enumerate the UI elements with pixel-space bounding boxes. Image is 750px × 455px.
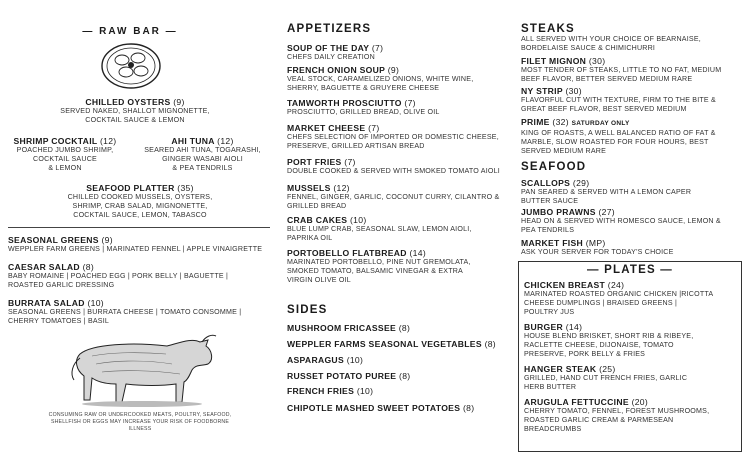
disclaimer-line: SHELLFISH OR EGGS MAY INCREASE YOUR RISK OF FOODBORNE ILLNESS — [50, 419, 230, 432]
item-price: (27) — [598, 207, 615, 217]
item-price: (14) — [565, 322, 583, 332]
item-name: SOUP OF THE DAY — [287, 43, 370, 53]
item-name: BURGER — [524, 322, 564, 332]
item-desc: COCKTAIL SAUCE & LEMON — [85, 116, 185, 124]
menu-item-filet-mignon — [521, 56, 743, 84]
item-name: MARKET CHEESE — [287, 123, 366, 133]
plates-box — [518, 261, 742, 452]
item-desc: VIRGIN OLIVE OIL — [287, 276, 351, 284]
item-desc: PROSCIUTTO, GRILLED BREAD, OLIVE OIL — [287, 108, 440, 116]
item-price: (7) — [404, 98, 416, 108]
item-price: (MP) — [585, 238, 606, 248]
item-price: (7) — [368, 123, 380, 133]
item-price: (32) — [552, 117, 569, 127]
item-price: (12) — [99, 136, 117, 146]
item-desc: SEASONAL GREENS | BURRATA CHEESE | TOMATO CONSOMME | — [8, 308, 242, 316]
item-name: FILET MIGNON — [521, 56, 587, 66]
menu-item-caesar-salad — [8, 262, 270, 290]
item-desc: PRESERVE, PORK BELLY & FRIES — [524, 350, 646, 358]
item-desc: MARBLE, SLOW ROASTED FOR FOUR HOURS, BEST — [521, 138, 709, 146]
seafood-heading: SEAFOOD — [521, 161, 587, 173]
rawbar-dash-left: — — [82, 26, 100, 37]
bull-illustration — [62, 330, 222, 410]
item-desc: SHRIMP, CRAB SALAD, MIGNONETTE, — [72, 202, 208, 210]
item-desc: ROASTED GARLIC DRESSING — [8, 281, 115, 289]
menu-item-burger — [524, 322, 738, 359]
item-name: SEAFOOD PLATTER — [86, 183, 175, 193]
item-desc: PAN SEARED & SERVED WITH A LEMON CAPER — [521, 188, 692, 196]
menu-item-arugula-fettuccine — [524, 397, 738, 434]
item-desc: CHERRY TOMATO, FENNEL, FOREST MUSHROOMS, — [524, 407, 710, 415]
item-desc: MARINATED PORTOBELLO, PINE NUT GREMOLATA, — [287, 258, 471, 266]
raw-bar-title-text: RAW BAR — [99, 26, 161, 37]
item-desc: MARINATED ROASTED ORGANIC CHICKEN |RICOTTA — [524, 290, 714, 298]
item-name: SEASONAL GREENS — [8, 235, 99, 245]
menu-item-seafood-platter — [55, 183, 225, 220]
oyster-platter-icon — [100, 38, 162, 90]
menu-item-french-onion-soup — [287, 65, 512, 93]
item-price: (10) — [87, 298, 104, 308]
menu-item-french-fries — [287, 386, 512, 396]
menu-item-chicken-breast — [524, 280, 738, 317]
item-desc: MOST TENDER OF STEAKS, LITTLE TO NO FAT, MEDIUM — [521, 66, 722, 74]
item-price: (12) — [217, 136, 234, 146]
menu-item-scallops — [521, 178, 743, 206]
item-price: (10) — [356, 386, 374, 396]
item-price: (8) — [462, 403, 475, 413]
item-name: SHRIMP COCKTAIL — [13, 136, 98, 146]
item-price: (24) — [607, 280, 625, 290]
item-desc: CHEFS SELECTION OF IMPORTED OR DOMESTIC CHEESE, — [287, 133, 499, 141]
item-name: PORT FRIES — [287, 157, 342, 167]
item-name: MUSSELS — [287, 183, 331, 193]
appetizers-heading: APPETIZERS — [287, 23, 372, 35]
item-price: (9) — [173, 97, 185, 107]
item-name: BURRATA SALAD — [8, 298, 85, 308]
item-desc: POACHED JUMBO SHRIMP, — [16, 146, 114, 154]
item-name: RUSSET POTATO PUREE — [287, 371, 397, 381]
item-name: AHI TUNA — [171, 136, 215, 146]
raw-bar-title — [60, 26, 200, 37]
plates-dash-left: — — [587, 264, 605, 276]
menu-item-ny-strip — [521, 86, 743, 114]
item-desc: PRESERVE, GRILLED ARTISAN BREAD — [287, 142, 425, 150]
menu-item-chipotle-sweet-potatoes — [287, 403, 512, 413]
item-price: (14) — [409, 248, 426, 258]
item-price: (8) — [484, 339, 496, 349]
item-name: PORTOBELLO FLATBREAD — [287, 248, 407, 258]
item-price: (20) — [631, 397, 649, 407]
item-desc: ROASTED GARLIC CREAM & PARMESEAN — [524, 416, 674, 424]
item-desc: POULTRY JUS — [524, 308, 575, 316]
item-price: (8) — [82, 262, 94, 272]
item-price: (7) — [344, 157, 356, 167]
item-name: WEPPLER FARMS SEASONAL VEGETABLES — [287, 339, 482, 349]
menu-item-russet-potato-puree — [287, 371, 512, 381]
item-desc: RACLETTE CHEESE, DIJONAISE, TOMATO — [524, 341, 674, 349]
item-desc: ASK YOUR SERVER FOR TODAY'S CHOICE — [521, 248, 674, 256]
item-price: (12) — [333, 183, 350, 193]
item-price: (25) — [599, 364, 616, 374]
item-desc: SEARED AHI TUNA, TOGARASHI, — [144, 146, 261, 154]
menu-item-mussels — [287, 183, 512, 211]
item-desc: SMOKED TOMATO, BALSAMIC VINEGAR & EXTRA — [287, 267, 463, 275]
item-desc: HOUSE BLEND BRISKET, SHORT RIB & RIBEYE, — [524, 332, 694, 340]
raw-bar-logo — [100, 38, 162, 90]
item-desc: WEPPLER FARM GREENS | MARINATED FENNEL | APPLE VINAIGRETTE — [8, 245, 263, 253]
item-desc: & LEMON — [48, 164, 82, 172]
item-name: TAMWORTH PROSCIUTTO — [287, 98, 402, 108]
item-desc: CHERRY TOMATOES | BASIL — [8, 317, 110, 325]
item-name: HANGER STEAK — [524, 364, 597, 374]
menu-item-port-fries — [287, 157, 512, 176]
item-price: (30) — [588, 56, 606, 66]
item-name: ARUGULA FETTUCCINE — [524, 397, 629, 407]
item-desc: HERB BUTTER — [524, 383, 577, 391]
item-price: (29) — [572, 178, 590, 188]
item-desc: VEAL STOCK, CARAMELIZED ONIONS, WHITE WINE, — [287, 75, 474, 83]
item-desc: FLAVORFUL CUT WITH TEXTURE, FIRM TO THE BITE & — [521, 96, 716, 104]
item-name: CRAB CAKES — [287, 215, 348, 225]
steaks-intro — [521, 35, 743, 53]
menu-item-soup-of-the-day — [287, 43, 512, 62]
menu-item-tamworth-prosciutto — [287, 98, 512, 117]
item-desc: SERVED NAKED, SHALLOT MIGNONETTE, — [60, 107, 210, 115]
menu-item-chilled-oysters — [60, 97, 210, 125]
item-desc: CHEFS DAILY CREATION — [287, 53, 375, 61]
item-desc: CHILLED COOKED MUSSELS, OYSTERS, — [67, 193, 213, 201]
item-name: JUMBO PRAWNS — [521, 207, 596, 217]
item-desc: GRILLED BREAD — [287, 202, 347, 210]
item-desc: BABY ROMAINE | POACHED EGG | PORK BELLY | BAGUETTE | — [8, 272, 228, 280]
item-name: ASPARAGUS — [287, 355, 344, 365]
bull-icon — [62, 330, 222, 410]
rawbar-dash-right: — — [160, 26, 178, 37]
menu-item-portobello-flatbread — [287, 248, 512, 285]
item-name: CAESAR SALAD — [8, 262, 80, 272]
item-price: (35) — [177, 183, 194, 193]
item-name: FRENCH ONION SOUP — [287, 65, 386, 75]
sides-heading: SIDES — [287, 304, 328, 316]
item-price: (8) — [398, 323, 411, 333]
item-desc: DOUBLE COOKED & SERVED WITH SMOKED TOMATO AIOLI — [287, 167, 500, 175]
item-desc: COCKTAIL SAUCE, LEMON, TABASCO — [73, 211, 207, 219]
item-desc: GRILLED, HAND CUT FRENCH FRIES, GARLIC — [524, 374, 688, 382]
item-name: CHILLED OYSTERS — [85, 97, 171, 107]
disclaimer-text — [40, 412, 240, 433]
menu-item-market-fish — [521, 238, 743, 257]
disclaimer-line: CONSUMING RAW OR UNDERCOOKED MEATS, POULTRY, SEAFOOD, — [48, 412, 232, 418]
menu-item-hanger-steak — [524, 364, 738, 392]
menu-item-crab-cakes — [287, 215, 512, 243]
item-desc: BORDELAISE SAUCE & CHIMICHURRI — [521, 44, 656, 52]
item-name: NY STRIP — [521, 86, 563, 96]
item-price: (30) — [565, 86, 582, 96]
item-desc: PEA TENDRILS — [521, 226, 575, 234]
item-price: (9) — [387, 65, 400, 75]
item-note: SATURDAY ONLY — [571, 120, 630, 127]
item-desc: FENNEL, GINGER, GARLIC, COCONUT CURRY, CILANTRO & — [287, 193, 500, 201]
item-desc: GINGER WASABI AIOLI — [162, 155, 243, 163]
menu-item-jumbo-prawns — [521, 207, 743, 235]
item-desc: SERVED MEDIUM RARE — [521, 147, 607, 155]
plates-dash-right: — — [655, 264, 673, 276]
item-name: MUSHROOM FRICASSEE — [287, 323, 397, 333]
steaks-heading: STEAKS — [521, 23, 575, 35]
item-desc: BREADCRUMBS — [524, 425, 582, 433]
plates-heading-text: PLATES — [604, 264, 656, 276]
item-name: FRENCH FRIES — [287, 386, 355, 396]
item-desc: BUTTER SAUCE — [521, 197, 579, 205]
item-price: (8) — [399, 371, 411, 381]
menu-item-burrata-salad — [8, 298, 270, 326]
item-name: CHIPOTLE MASHED SWEET POTATOES — [287, 403, 461, 413]
menu-item-mushroom-fricassee — [287, 323, 512, 333]
menu-item-shrimp-cocktail — [10, 136, 120, 173]
item-desc: ALL SERVED WITH YOUR CHOICE OF BEARNAISE, — [521, 35, 701, 43]
menu-item-ahi-tuna — [140, 136, 265, 173]
item-desc: PAPRIKA OIL — [287, 234, 333, 242]
item-desc: COCKTAIL SAUCE — [33, 155, 97, 163]
item-desc: BEEF FLAVOR, BETTER SERVED MEDIUM RARE — [521, 75, 693, 83]
item-name: SCALLOPS — [521, 178, 571, 188]
menu-item-prime — [521, 117, 743, 156]
item-desc: HEAD ON & SERVED WITH ROMESCO SAUCE, LEMON & — [521, 217, 721, 225]
item-name: CHICKEN BREAST — [524, 280, 606, 290]
item-name: MARKET FISH — [521, 238, 584, 248]
item-desc: & PEA TENDRILS — [172, 164, 233, 172]
menu-item-market-cheese — [287, 123, 512, 151]
item-name: PRIME — [521, 117, 550, 127]
item-desc: BLUE LUMP CRAB, SEASONAL SLAW, LEMON AIOLI, — [287, 225, 472, 233]
menu-item-asparagus — [287, 355, 512, 365]
item-price: (10) — [350, 215, 367, 225]
item-desc: KING OF ROASTS, A WELL BALANCED RATIO OF FAT & — [521, 129, 716, 137]
menu-item-seasonal-greens — [8, 235, 270, 254]
item-desc: SHERRY, BAGUETTE & GRUYERE CHEESE — [287, 84, 440, 92]
plates-heading — [519, 264, 741, 276]
item-desc: GREAT BEEF FLAVOR, BEST SERVED MEDIUM — [521, 105, 687, 113]
raw-bar-divider — [8, 227, 270, 228]
menu-item-seasonal-vegetables — [287, 339, 512, 349]
item-price: (9) — [101, 235, 113, 245]
item-price: (7) — [371, 43, 384, 53]
item-desc: CHEESE DUMPLINGS | BRAISED GREENS | — [524, 299, 677, 307]
item-price: (10) — [346, 355, 364, 365]
